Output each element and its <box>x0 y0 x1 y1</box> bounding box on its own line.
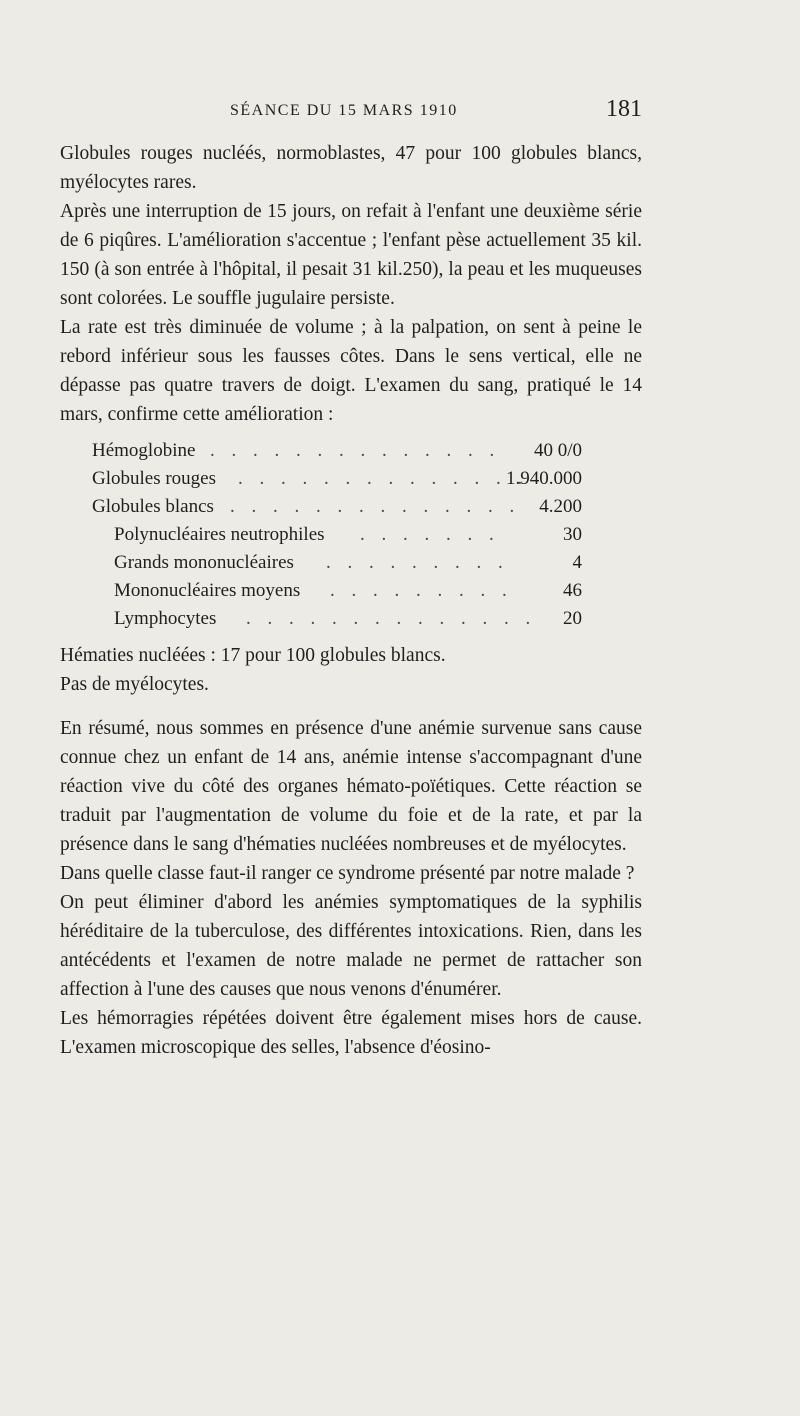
table-row: Mononucléaires moyens . . . . . . . . . 46 <box>60 577 642 605</box>
row-label: Globules rouges <box>92 468 217 489</box>
paragraph-blood-count: Globules rouges nucléés, normoblastes, 47 pour 100 globules blancs, myélocytes rares. <box>60 143 642 193</box>
after-table-block <box>60 641 642 699</box>
table-row: Lymphocytes . . . . . . . . . . . . . . 20 <box>60 605 642 633</box>
page-number: 181 <box>606 96 642 122</box>
row-value: 40 0/0 <box>533 440 582 461</box>
row-value: 46 <box>563 580 582 601</box>
table-row: Polynucléaires neutrophiles . . . . . . . 30 <box>60 521 642 549</box>
paragraph-summary: En résumé, nous sommes en présence d'une anémie survenue sans cause connue chez un enfant de 14 ans, anémie intense s'accompagnant d'une réaction vive du côté des organes hémato-poïétiques. Cette réaction se traduit par l'augmentation de volume du foie et de la rate, et par la présence dans le sang d'hématies nucléées nombreuses et de myélocytes. <box>60 718 642 855</box>
paragraph-question: Dans quelle classe faut-il ranger ce syndrome présenté par notre malade ? <box>60 863 635 884</box>
paragraph-elimination: On peut éliminer d'abord les anémies symptomatiques de la syphilis héréditaire de la tuberculose, des différentes intoxications. Rien, dans les antécédents et l'examen de notre malade ne permet de rattacher son affection à l'une des causes que nous venons d'énumérer. <box>60 892 642 1000</box>
row-value: 4.200 <box>539 496 582 517</box>
row-label: Polynucléaires neutrophiles <box>114 524 325 545</box>
line-no-myelocytes: Pas de myélocytes. <box>60 674 209 695</box>
paragraph-hemorrhages: Les hémorragies répétées doivent être également mises hors de cause. L'examen microscopique des selles, l'absence d'éosino- <box>60 1008 642 1058</box>
table-row: Hémoglobine . . . . . . . . . . . . . . 40 0/0 <box>60 437 642 465</box>
row-value: 20 <box>563 608 582 629</box>
page-header <box>60 96 642 136</box>
row-label: Mononucléaires moyens <box>114 580 301 601</box>
row-label: Grands mononucléaires <box>114 552 294 573</box>
row-label: Hémoglobine <box>92 440 196 461</box>
running-title: SÉANCE DU 15 MARS 1910 <box>230 102 458 119</box>
text-block-bottom <box>60 714 642 1062</box>
row-label: Lymphocytes <box>114 608 217 629</box>
row-value: 30 <box>563 524 582 545</box>
paragraph-spleen: La rate est très diminuée de volume ; à la palpation, on sent à peine le rebord inférieur sous les fausses côtes. Dans le sens vertical, elle ne dépasse pas quatre travers de doigt. L'examen du sang, pratiqué le 14 mars, confirme cette amélioration : <box>60 317 642 425</box>
paragraph-second-series: Après une interruption de 15 jours, on refait à l'enfant une deuxième série de 6 piqûres. L'amélioration s'accentue ; l'enfant pèse actuellement 35 kil. 150 (à son entrée à l'hôpital, il pesait 31 kil.250), la peau et les muqueuses sont colorées. Le souffle jugulaire persiste. <box>60 201 642 309</box>
row-value: 1.940.000 <box>506 468 582 489</box>
blood-exam-table <box>60 437 642 633</box>
text-block-top <box>60 139 642 429</box>
row-label: Globules blancs <box>92 496 214 517</box>
row-value: 4 <box>572 552 582 573</box>
table-row: Grands mononucléaires . . . . . . . . . 4 <box>60 549 642 577</box>
table-row: Globules rouges . . . . . . . . . . . . . . 1.940.000 <box>60 465 642 493</box>
table-row: Globules blancs . . . . . . . . . . . . . . 4.200 <box>60 493 642 521</box>
line-nucleated-red-cells: Hématies nucléées : 17 pour 100 globules blancs. <box>60 645 446 666</box>
